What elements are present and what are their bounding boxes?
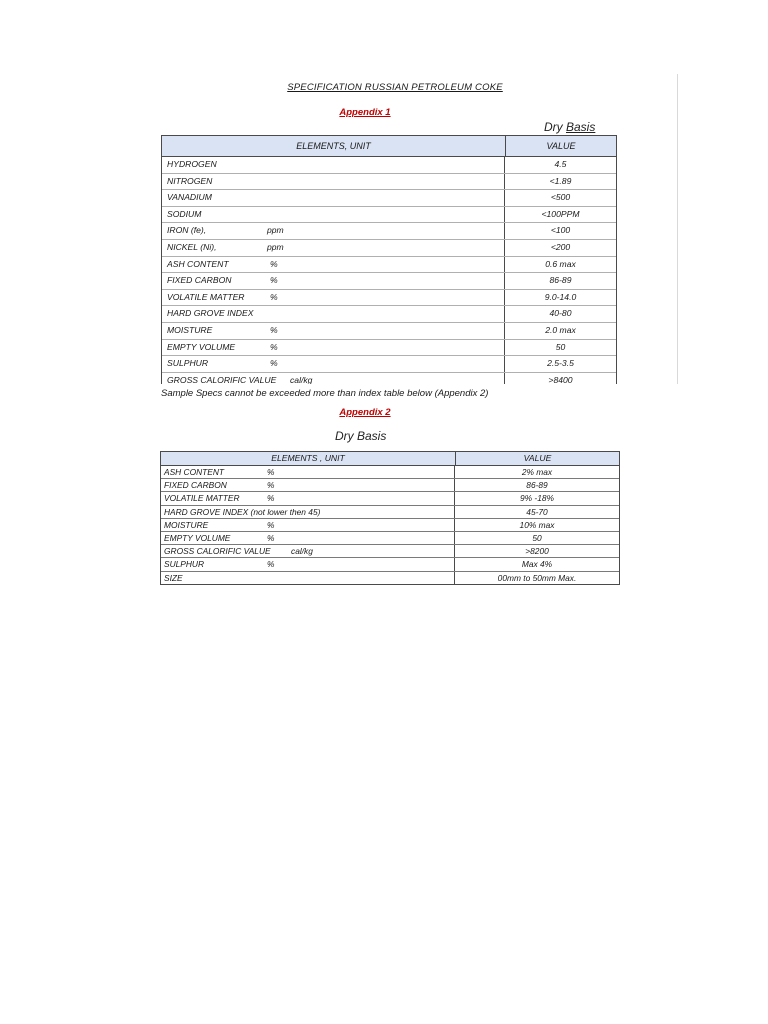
element-name: MOISTURE [164, 519, 209, 530]
value-cell: 9% -18% [520, 493, 554, 504]
element-unit: % [267, 559, 275, 570]
element-unit: % [270, 258, 278, 269]
value-cell: >8400 [548, 374, 573, 384]
element-name: VANADIUM [167, 192, 212, 203]
element-cell [161, 466, 455, 478]
element-name: SULPHUR [167, 358, 209, 369]
value-cell: 2.5-3.5 [547, 358, 574, 369]
basis-text: Dry [544, 120, 566, 134]
table-row [162, 356, 616, 373]
element-unit: % [270, 275, 278, 286]
table-row [161, 558, 619, 571]
table-row [161, 492, 619, 505]
value-cell: 00mm to 50mm Max. [497, 572, 577, 583]
element-name: VOLATILE MATTER [167, 291, 245, 302]
element-unit: % [270, 341, 278, 352]
element-unit: % [267, 467, 275, 477]
value-cell: 2.0 max [545, 324, 576, 335]
table-row [162, 290, 616, 307]
element-cell [162, 373, 505, 384]
document-title: SPECIFICATION RUSSIAN PETROLEUM COKE [287, 82, 503, 93]
element-cell [162, 323, 505, 339]
element-unit: % [267, 493, 275, 504]
value-cell: <100 [550, 225, 571, 236]
header-value: VALUE [523, 453, 552, 463]
table-row [162, 306, 616, 323]
appendix-1-label: Appendix 1 [339, 107, 391, 118]
element-cell [162, 223, 505, 239]
element-name: HARD GROVE INDEX (not lower then 45) [164, 506, 321, 517]
element-name: FIXED CARBON [164, 480, 227, 491]
value-cell: 9.0-14.0 [544, 291, 577, 302]
element-unit: % [270, 291, 278, 302]
table-row [162, 323, 616, 340]
table-row [162, 240, 616, 257]
element-name: GROSS CALORIFIC VALUE [167, 374, 277, 384]
element-name: EMPTY VOLUME [164, 532, 231, 543]
element-cell [161, 479, 455, 491]
sample-specs-note: Sample Specs cannot be exceeded more than index table below (Appendix 2) [161, 388, 489, 399]
element-name: FIXED CARBON [167, 275, 232, 286]
element-unit: % [270, 358, 278, 369]
element-unit: cal/kg [291, 546, 313, 557]
value-cell: 4.5 [554, 159, 567, 169]
table-header [162, 136, 616, 157]
table-row [161, 532, 619, 545]
header-elements: ELEMENTS , UNIT [161, 452, 456, 465]
header-value: VALUE [546, 141, 576, 151]
table-body [161, 466, 619, 584]
value-cell: 86-89 [526, 480, 548, 491]
table-body [162, 157, 616, 384]
element-cell [162, 190, 505, 206]
element-name: NICKEL (Ni), [167, 241, 217, 252]
value-cell: 0.6 max [545, 258, 576, 269]
table-row [162, 257, 616, 274]
element-name: IRON (fe), [167, 225, 207, 236]
element-cell [162, 207, 505, 223]
value-cell: 50 [532, 532, 542, 543]
element-name: SODIUM [167, 208, 202, 219]
element-unit: % [267, 519, 275, 530]
value-cell: <1.89 [549, 175, 572, 186]
value-cell: 2% max [521, 467, 553, 477]
basis-underlined: Basis [566, 120, 596, 134]
value-cell: 40-80 [549, 308, 572, 319]
table-header [161, 452, 619, 466]
element-cell [162, 356, 505, 372]
element-cell [162, 257, 505, 273]
element-unit: % [270, 324, 278, 335]
element-cell [161, 532, 455, 544]
table-row [162, 190, 616, 207]
table-row [162, 157, 616, 174]
element-name: ASH CONTENT [164, 467, 225, 477]
appendix-2-basis: Dry Basis [335, 429, 387, 443]
element-name: SULPHUR [164, 559, 205, 570]
element-cell [162, 174, 505, 190]
page-edge-line [677, 74, 678, 384]
value-cell: >8200 [525, 546, 549, 557]
table-row [161, 506, 619, 519]
value-cell: <200 [550, 241, 571, 252]
value-cell: 45-70 [526, 506, 548, 517]
element-cell [162, 290, 505, 306]
table-row [162, 373, 616, 384]
element-cell [162, 306, 505, 322]
value-cell: 86-89 [549, 275, 572, 286]
element-name: HYDROGEN [167, 159, 217, 169]
appendix-1-basis [544, 120, 595, 134]
table-row [162, 207, 616, 224]
element-cell [161, 519, 455, 531]
element-cell [162, 157, 505, 173]
element-name: EMPTY VOLUME [167, 341, 236, 352]
table-row [161, 545, 619, 558]
value-cell: 10% max [519, 519, 555, 530]
value-cell: <500 [550, 192, 571, 203]
appendix-1-table [161, 135, 617, 384]
table-row [162, 340, 616, 357]
table-row [161, 519, 619, 532]
element-unit: cal/kg [290, 374, 313, 384]
element-cell [162, 340, 505, 356]
value-cell: Max 4% [521, 559, 553, 570]
element-cell [161, 558, 455, 570]
element-cell [161, 545, 455, 557]
value-cell: <100PPM [541, 208, 580, 219]
element-cell [161, 572, 455, 584]
table-row [161, 466, 619, 479]
table-row [162, 273, 616, 290]
table-row [162, 223, 616, 240]
element-unit: ppm [267, 225, 284, 236]
appendix-2-label: Appendix 2 [339, 407, 391, 418]
element-name: HARD GROVE INDEX [167, 308, 254, 319]
element-name: NITROGEN [167, 175, 213, 186]
element-unit: ppm [267, 241, 284, 252]
element-unit: % [267, 532, 275, 543]
element-name: GROSS CALORIFIC VALUE [164, 546, 271, 557]
table-row [161, 572, 619, 584]
appendix-2-table [160, 451, 620, 585]
table-row [161, 479, 619, 492]
element-name: ASH CONTENT [167, 258, 229, 269]
element-cell [161, 492, 455, 504]
element-unit: % [267, 480, 275, 491]
element-cell [162, 273, 505, 289]
table-row [162, 174, 616, 191]
element-cell [162, 240, 505, 256]
element-name: MOISTURE [167, 324, 213, 335]
value-cell: 50 [555, 341, 566, 352]
header-elements: ELEMENTS, UNIT [162, 136, 506, 156]
element-name: SIZE [164, 572, 183, 583]
element-cell [161, 506, 455, 518]
element-name: VOLATILE MATTER [164, 493, 240, 504]
